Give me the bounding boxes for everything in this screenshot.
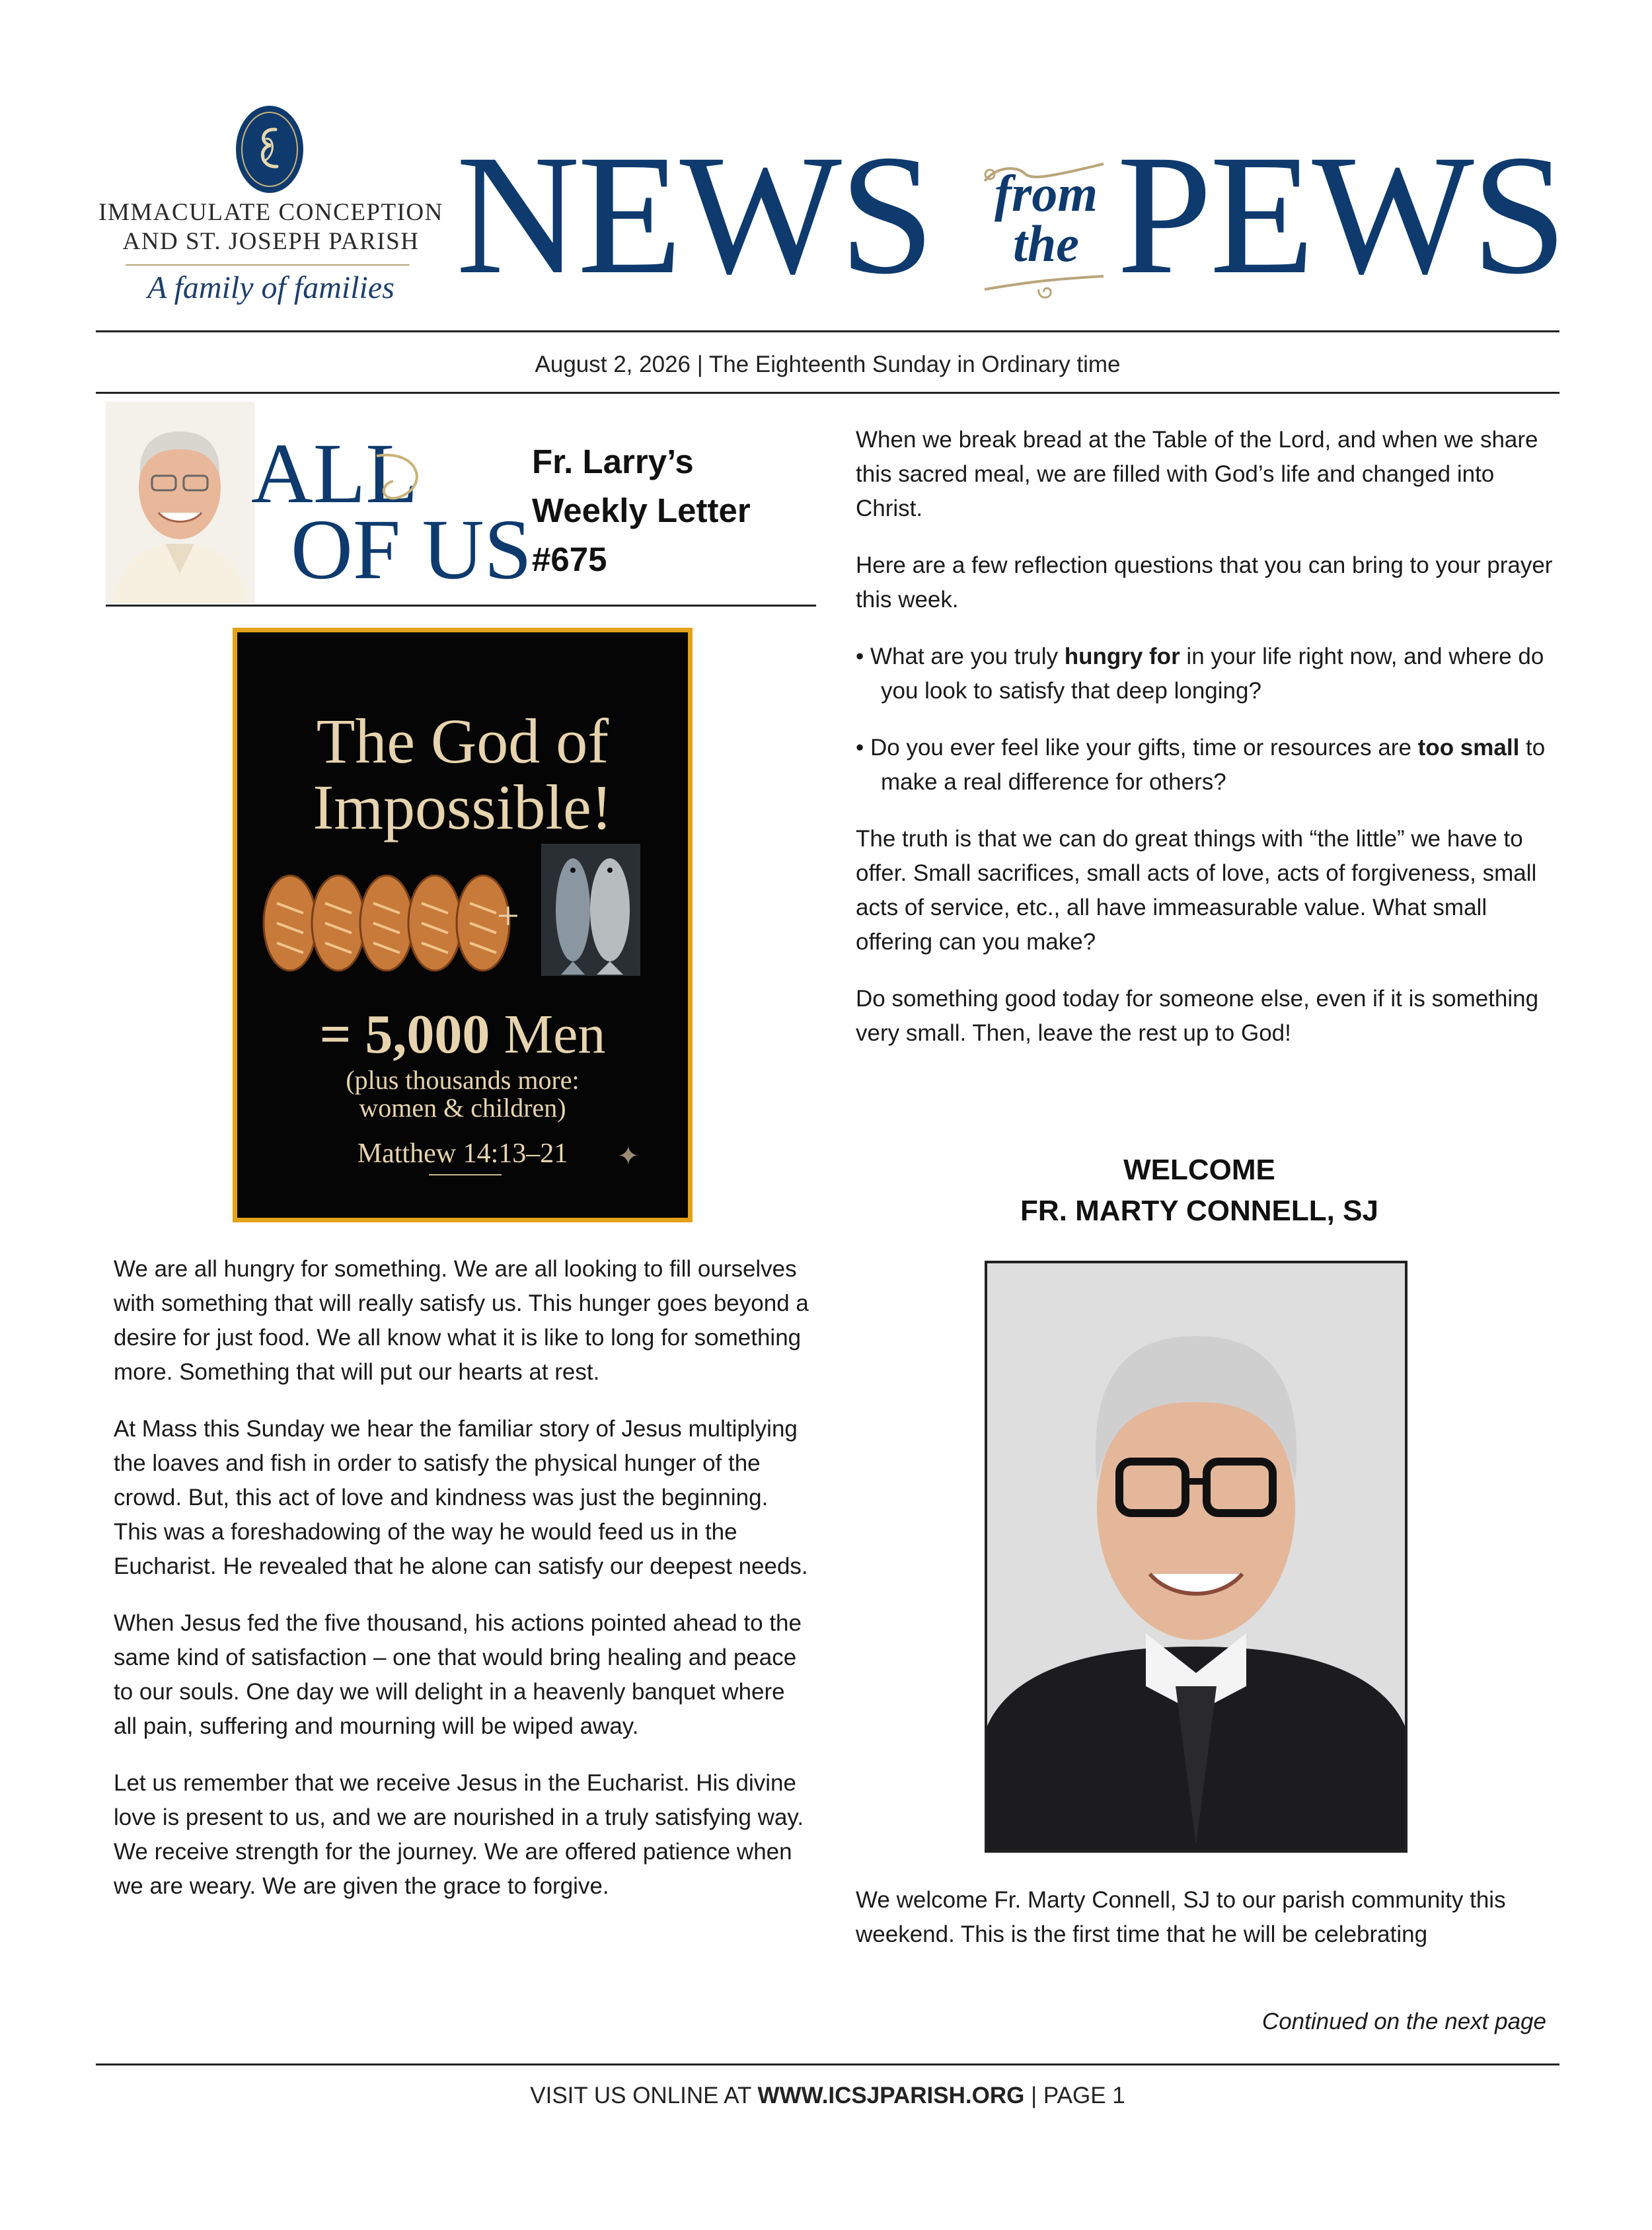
sparkle-icon: ✦ (617, 1142, 640, 1171)
svg-text:ALL: ALL (251, 426, 418, 521)
letter-paragraph: Let us remember that we receive Jesus in the Eucharist. His divine love is present to us, and we are nourished in a truly satisfying way. We receive strength for the journey. We are offered patience when we are weary. We are given the grace to forgive. (114, 1770, 804, 1899)
parish-name-line2: AND ST. JOSEPH PARISH (122, 228, 420, 255)
letter-heading-line3: #675 (532, 540, 607, 578)
svg-text:OF US: OF US (291, 502, 532, 597)
question-text: in your life right now, and where do you look to satisfy that deep longing? (881, 644, 1544, 704)
graphic-reference-rule (429, 1174, 502, 1175)
parish-name (93, 198, 449, 256)
question-emphasis: too small (1417, 735, 1520, 761)
masthead-from: from (995, 165, 1098, 222)
letter-body-right (856, 423, 1556, 1073)
fr-marty-portrait (987, 1263, 1405, 1850)
footer (96, 2083, 1559, 2109)
graphic-title-line1: The God of (316, 706, 609, 776)
masthead-rule-top (96, 330, 1559, 332)
letter-paragraph: The truth is that we can do great things with “the little” we have to offer. Small sacrifices, small acts of love, acts of forgiveness, small acts of service, etc., all have immeasurable value. What small offering can you make? (856, 826, 1537, 955)
parish-monogram-icon (235, 104, 305, 194)
letter-heading-line1: Fr. Larry’s (532, 443, 694, 480)
reflection-question-2 (856, 731, 1556, 799)
welcome-heading-line1: WELCOME (1123, 1154, 1275, 1186)
letter-paragraph: When Jesus fed the five thousand, his actions pointed ahead to the same kind of satisfaction – one that would bring healing and peace to our souls. One day we will delight in a heavenly banquet where all pain, suffering and mourning will be wiped away. (114, 1610, 802, 1739)
logo-divider (126, 264, 410, 266)
letter-paragraph: At Mass this Sunday we hear the familiar story of Jesus multiplying the loaves and fish in order to satisfy the physical hunger of the crowd. But, this act of love and kindness was just the beginning. This was a foreshadowing of the way he would feed us in the Eucharist. He revealed that he alone can satisfy our deepest needs. (114, 1416, 808, 1579)
question-text: • Do you ever feel like your gifts, time or resources are (856, 735, 1418, 761)
letter-paragraph: We are all hungry for something. We are all looking to fill ourselves with something that will really satisfy us. This hunger goes beyond a desire for just food. We all know what it is like to long for something more. Something that will put our hearts at rest. (114, 1256, 809, 1385)
graphic-subtext (237, 1066, 688, 1122)
graphic-scripture-reference: Matthew 14:13–21 (357, 1138, 568, 1169)
question-text: • What are you truly (856, 644, 1065, 669)
letter-header-rule (106, 605, 816, 607)
letter-paragraph: Here are a few reflection questions that you can bring to your prayer this week. (856, 552, 1553, 613)
letter-paragraph: Do something good today for someone else, even if it is something very small. Then, leave the rest up to God! (856, 986, 1539, 1046)
masthead-the: the (1013, 215, 1079, 272)
god-of-impossible-graphic (233, 628, 693, 1222)
scroll-ornament-icon (978, 270, 1110, 303)
fr-larry-photo (106, 402, 254, 603)
graphic-equation (237, 1002, 688, 1066)
masthead-title-pews: PEWS (1117, 120, 1565, 310)
graphic-equation-men: Men (504, 1004, 606, 1065)
letter-body-left (114, 1252, 814, 1926)
dateline: August 2, 2026 | The Eighteenth Sunday in Ordinary time (535, 352, 1121, 377)
masthead-rule-bottom (96, 392, 1559, 394)
parish-name-line1: IMMACULATE CONCEPTION (98, 199, 443, 226)
five-loaves-icon (260, 867, 511, 979)
masthead-title-from-the (990, 165, 1102, 272)
footer-page-number: | PAGE 1 (1024, 2083, 1125, 2108)
question-emphasis: hungry for (1064, 644, 1180, 669)
footer-url-link[interactable]: WWW.ICSJPARISH.ORG (757, 2083, 1025, 2108)
letter-heading (532, 437, 751, 584)
question-text: to make a real difference for others? (881, 735, 1546, 795)
parish-tagline: A family of families (147, 270, 394, 305)
fr-marty-photo (985, 1261, 1408, 1853)
masthead-title-news: NEWS (456, 120, 932, 310)
welcome-heading-line2: FR. MARTY CONNELL, SJ (1020, 1195, 1378, 1227)
graphic-title (237, 708, 688, 840)
continued-note: Continued on the next page (1261, 2009, 1546, 2034)
welcome-text: We welcome Fr. Marty Connell, SJ to our parish community this weekend. This is the first time that he will be celebrating (856, 1887, 1506, 1947)
two-fish-icon (541, 844, 640, 976)
letter-heading-line2: Weekly Letter (532, 492, 751, 529)
footer-rule (96, 2063, 1559, 2065)
graphic-subtext-line2: women & children) (359, 1093, 566, 1123)
reflection-question-1 (856, 640, 1556, 708)
letter-paragraph: When we break bread at the Table of the Lord, and when we share this sacred meal, we are filled with God’s life and changed into Christ. (856, 427, 1538, 521)
graphic-subtext-line1: (plus thousands more: (346, 1065, 580, 1095)
all-of-us-logo (244, 423, 532, 597)
graphic-equation-number: = 5,000 (319, 1004, 490, 1065)
graphic-title-line2: Impossible! (313, 772, 613, 842)
graphic-plus: + (497, 894, 519, 938)
welcome-heading (856, 1150, 1543, 1232)
footer-prefix: VISIT US ONLINE AT (530, 2083, 758, 2108)
